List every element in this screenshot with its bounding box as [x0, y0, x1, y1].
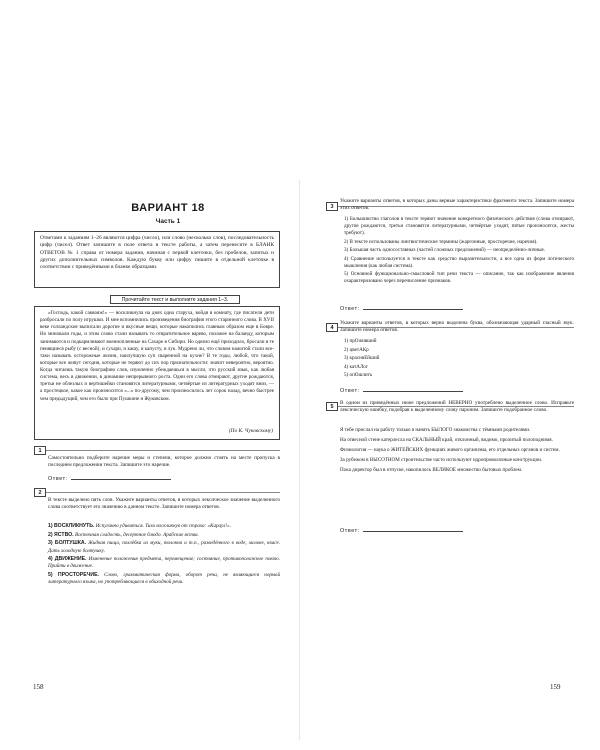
question-2-number: 2 [34, 488, 46, 497]
sentence-2: На отвесной стене катерлесла на СКАЛЬНЫЙ край, отклонный, видимо, пролитый полоподнимя. [340, 437, 553, 444]
question-5-answer[interactable] [340, 526, 463, 534]
answer-label: Ответ: [340, 388, 360, 394]
variant-title: ВАРИАНТ 18 [131, 202, 205, 214]
answer-line[interactable] [71, 474, 171, 480]
sentence-1: Я тебе прислал на работу только я нанять БЫЛОГО знакомства с тёмными родителями. [340, 427, 531, 433]
page-number-left: 158 [33, 683, 44, 691]
option-3: 3) БОЛТУШКА. Жидкая пища, похлёбка из муки, толокна и т.п., разведённого в воде, молоке, квасе. Дать холодную болтушку. [48, 540, 280, 554]
answer-label: Ответ: [340, 306, 360, 312]
answer-label: Ответ: [48, 476, 68, 482]
answer-line[interactable] [363, 386, 463, 392]
part-heading: Часть 1 [155, 218, 181, 225]
question-3-text: Укажите варианты ответов, в которых даны верные характеристики фрагмента текста. Запишите номера этих ответов. [340, 198, 574, 212]
option-4: 4) Сравнение используется в тексте как средство выразительности, а все одна из форм логического мышления (как любая система). [344, 255, 574, 269]
option-4: 4) ДВИЖЕНИЕ. Изменение положения предмета, перемещение; состояние, противоположное покою. Прийти в движение. [48, 556, 281, 570]
option-1: 1) ВОСКЛИКНУТЬ. Испуганно удивиться. Тихо воскликнув от страха: «Караул!». [48, 523, 231, 529]
answer-label: Ответ: [340, 528, 360, 534]
answer-line[interactable] [363, 304, 463, 310]
option-1: 1) прОживший [344, 338, 377, 344]
question-1-text: Самостоятельно подберите наречие меры и степени, которое должно стоять на месте пропуска в последнем предложении текста. Запишите это наречие. [48, 455, 280, 469]
question-4-number: 4 [326, 323, 338, 332]
question-4-answer[interactable] [340, 386, 463, 394]
question-4-text: Укажите варианты ответов, в которых верно выделена буква, обозначающая ударный гласный звук. Запишите номера ответов. [340, 320, 574, 334]
reading-text-box [34, 306, 280, 440]
option-2: 2) ЯСТВО. Восточная сладость, десертное блюдо. Арабские яства. [48, 531, 199, 538]
instructions-box [34, 231, 280, 288]
question-2-options [48, 523, 280, 587]
question-5-text: В одном из приведённых ниже предложений НЕВЕРНО употреблено выделенное слово. Исправьте лексическую ошибку, подобрав к выделенному слову пароним. Запишите подобранное слово. [340, 400, 574, 414]
question-3-number: 3 [326, 202, 338, 211]
question-2-text: В тексте выделено пять слов. Укажите варианты ответов, в которых лексическое значение выделенного слова соответствует его значению в данном тексте. Запишите номера ответов. [48, 497, 280, 511]
question-1-answer[interactable] [48, 474, 171, 482]
option-4: 4) катАЛог [344, 363, 368, 370]
sentence-4: За рубежом в ВЫСОТНОМ строительстве часто используют идропроволочные конструкции. [340, 457, 543, 464]
question-5-sentences [340, 427, 574, 477]
right-page [300, 0, 600, 750]
answer-line[interactable] [363, 526, 463, 532]
question-1-rule [46, 450, 280, 451]
instructions-text: Ответами к заданиям 1–26 являются цифра (число), или слово (несколько слов), последовательность цифр (чисел). Ответ запишите в поле ответа в тексте работы, а затем перенесите в БЛАНК ОТВЕТОВ № 1 справа от номера задания, начиная с первой клеточки, без пробелов, запятых и других дополнительных символов. Каждую букву или цифру пишите в отдельной клеточке в соответствии с приведёнными в бланке образцами. [40, 235, 274, 271]
option-5: 5) ПРОСТОРЕЧИЕ. Слово, грамматическая форма, оборот речи, не являющиеся нормой литературного языка, но употребляющиеся в обиходной речи. [48, 571, 280, 585]
option-2: 2) В тексте использованы лингвистические термины (жаргонные, просторечие, наречия). [344, 238, 538, 245]
sentence-5: Пока директор был в отпуске, накопилось ВЕЛИКОЕ множество бытовых проблем. [340, 467, 523, 474]
sentence-3: Физиология — наука о ЖИТЕЙСКИХ функциях живого организма, его отдельных органов и систем. [340, 447, 560, 454]
reading-text: «Господь, какой саквояж!» — воскликнула на днях одна старуха, войдя в комнату, где писатели дети разбросали по полу игрушки. И мне вспомнились произведения биография этого старинного слова. В XVII веке голландские выписали дорогие и вкусные вещи, которые накопились главным образом еще в Бовре. Но миновали годы, и этим слово стали называть то отвратительное варево, похожее на баланду, которым занимаются и подкармливают военнопленные на Сахаре в Сибири. Но одеяло ещё приходило, бросали в те пенящиеся рыбу (с весной), и сухари, и кашу, и капусту, и лук. Мудрено ли, что словом нажитой стали все-таки называть осторожные жизни, наилучшую суп сваренной на кухне? В те годы, любой, что такой, которые все живут сегодня, которые не теряют до сих пор признательности: значит невероятно, вероятно. Когда читаешь такую биографию слов, изумленно убеждаешься в мысли, что русский язык, как любая система, весь в движении, в динамике непрерывного роста. Одни его слова отмирают, другие рождаются, третьи не облезлых и вертишейки становятся литературными, четвёртые из литературных уходят вниз, — а простецкое, какое как произносится «...» по-другому, чем произносилось лет сорок назад, вечно быстрее чем предыдущий, чем его было при Пушкине и Жуковском. [40, 310, 274, 402]
option-3: 3) красивЕйший [344, 355, 380, 362]
question-5-number: 5 [326, 402, 338, 411]
read-instruction-label: Прочитайте текст и выполните задания 1–3. [110, 295, 240, 304]
option-3: 3) Большая часть односоставных (частей сложных предложений) — неопределённо-личные. [344, 247, 546, 254]
option-2: 2) цветАКр [344, 346, 369, 353]
text-author: (По К. Чуковскому) [228, 428, 273, 435]
question-1-number: 1 [34, 446, 46, 455]
question-3-answer[interactable] [340, 304, 463, 312]
option-5: 5) опОшлить [344, 372, 373, 379]
question-2-rule [46, 492, 280, 493]
option-1: 1) Большинство глаголов в тексте теряют значение конкретного физического действия (слова отмирают, другие рождаются, третьи становятся литературными, четвёртые уходят, пятые произносятся, жесты требуют). [344, 216, 574, 237]
page-number-right: 159 [550, 683, 561, 691]
option-5: 5) Основной функционально-смысловой тип речи текста — описание, так как изображение явления охарактеризовано через перечисление признаков. [344, 271, 574, 285]
question-4-options [344, 338, 574, 381]
question-3-options [344, 216, 574, 287]
